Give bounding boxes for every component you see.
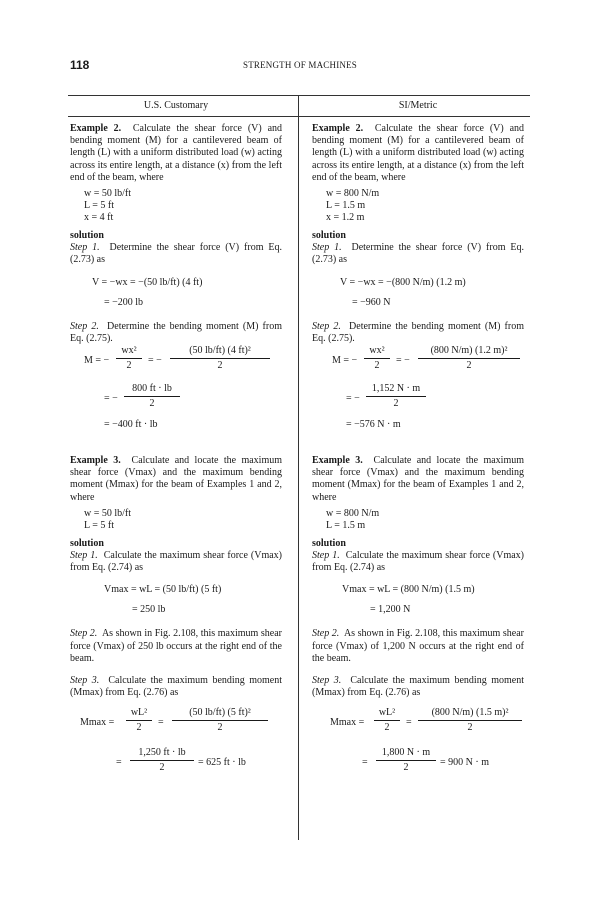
max-moment-mid: = xyxy=(158,717,164,729)
step-3-text: Step 3. Calculate the maximum bending moment (Mmax) from Eq. (2.76) as xyxy=(312,675,525,699)
max-moment-den-2: 2 xyxy=(217,722,223,734)
moment-step-2 xyxy=(312,381,524,415)
max-moment-bar-1 xyxy=(374,720,400,721)
max-moment-step-2 xyxy=(312,745,524,779)
moment-num-2: (800 N/m) (1.2 m)² xyxy=(430,345,508,357)
max-moment-result: = 900 N · m xyxy=(440,757,489,769)
max-moment-den-1: 2 xyxy=(384,722,390,734)
max-moment-den-1: 2 xyxy=(136,722,142,734)
shear-result xyxy=(312,295,524,315)
max-shear-equation xyxy=(312,580,524,602)
max-moment-step-2-bar xyxy=(376,760,436,761)
moment-den-2: 2 xyxy=(217,360,223,372)
example-3-text: Example 3. Calculate and locate the maximum shear force (Vmax) and the maximum bending moment (Mmax) for the beam of Examples 1 and 2, where xyxy=(312,455,525,503)
step-1-text: Step 1. Determine the shear force (V) from Eq. (2.73) as xyxy=(70,242,282,266)
value-w: w = 800 N/m xyxy=(326,507,380,519)
max-moment-num-1: wL² xyxy=(130,707,148,719)
moment-bar-1 xyxy=(364,358,390,359)
max-shear-result-text: = 250 lb xyxy=(132,604,166,616)
moment-step-2-den: 2 xyxy=(393,398,399,410)
example-3-values xyxy=(312,508,524,532)
page-number: 118 xyxy=(70,58,90,72)
example-2-values xyxy=(312,188,524,224)
moment-den-1: 2 xyxy=(374,360,380,372)
max-moment-lhs: Mmax = xyxy=(330,717,365,729)
example-2-text: Example 2. Calculate the shear force (V) and bending moment (M) for a cantilevered beam of length (L) with a uniform distributed load (w) acting across its entire length, at a distance (x) from the left end of the beam, where xyxy=(70,123,283,183)
max-moment-step-2-bar xyxy=(130,760,194,761)
moment-num-1: wx² xyxy=(121,345,137,357)
moment-result xyxy=(312,415,524,437)
moment-bar-1 xyxy=(116,358,142,359)
heading-rule xyxy=(68,116,530,117)
running-title: STRENGTH OF MACHINES xyxy=(242,60,357,70)
max-shear-equation xyxy=(70,580,282,602)
solution-heading: solution xyxy=(312,230,346,242)
max-moment-bar-2 xyxy=(172,720,268,721)
example-3-text: Example 3. Calculate and locate the maximum shear force (Vmax) and the maximum bending moment (Mmax) for the beam of Examples 1 and 2, where xyxy=(70,455,283,503)
moment-lhs: M = − xyxy=(84,355,110,367)
shear-result-text: = −200 lb xyxy=(104,296,144,308)
shear-equation xyxy=(70,273,282,295)
moment-step-2-bar xyxy=(124,396,180,397)
column-divider xyxy=(298,95,299,840)
moment-step-2-den: 2 xyxy=(149,398,155,410)
max-moment-bar-2 xyxy=(418,720,522,721)
step-2-text: Step 2. As shown in Fig. 2.108, this maximum shear force (Vmax) of 1,200 N occurs at the right end of the beam. xyxy=(312,628,524,664)
solution-heading: solution xyxy=(70,537,104,549)
shear-result xyxy=(70,295,282,315)
moment-mid: = − xyxy=(396,355,410,367)
moment-step-2-pre: = − xyxy=(346,393,360,405)
step-1-text: Step 1. Calculate the maximum shear force (Vmax) from Eq. (2.74) as xyxy=(70,550,283,574)
moment-result-text: = −400 ft · lb xyxy=(104,419,158,431)
example-2-text: Example 2. Calculate the shear force (V) and bending moment (M) for a cantilevered beam of length (L) with a uniform distributed load (w) acting across its entire length, at a distance (x) from the left end of the beam, where xyxy=(312,123,525,183)
solution-heading: solution xyxy=(70,230,104,242)
moment-step-2-bar xyxy=(366,396,426,397)
moment-step-2 xyxy=(70,381,282,415)
max-moment-lhs: Mmax = xyxy=(80,717,115,729)
moment-lhs: M = − xyxy=(332,355,358,367)
step-3-text: Step 3. Calculate the maximum bending moment (Mmax) from Eq. (2.76) as xyxy=(70,675,283,699)
max-moment-den-2: 2 xyxy=(467,722,473,734)
max-moment-equation xyxy=(70,707,282,739)
moment-result-text: = −576 N · m xyxy=(346,419,401,431)
max-shear-result xyxy=(312,602,524,622)
max-moment-step-2-num: 1,250 ft · lb xyxy=(138,747,186,759)
max-shear-equation-text: Vmax = wL = (800 N/m) (1.5 m) xyxy=(342,584,475,596)
si-metric-heading: SI/Metric xyxy=(398,100,438,111)
value-x: x = 1.2 m xyxy=(326,212,365,224)
moment-num-1: wx² xyxy=(369,345,385,357)
value-x: x = 4 ft xyxy=(84,212,114,224)
shear-result-text: = −960 N xyxy=(352,296,391,308)
value-w: w = 800 N/m xyxy=(326,188,380,200)
moment-den-1: 2 xyxy=(126,360,132,372)
max-moment-num-2: (50 lb/ft) (5 ft)² xyxy=(189,707,251,719)
moment-equation xyxy=(70,345,282,377)
moment-num-2: (50 lb/ft) (4 ft)² xyxy=(189,345,251,357)
moment-step-2-pre: = − xyxy=(104,393,118,405)
moment-step-2-num: 1,152 N · m xyxy=(371,383,421,395)
max-shear-equation-text: Vmax = wL = (50 lb/ft) (5 ft) xyxy=(104,584,222,596)
max-moment-step-2-den: 2 xyxy=(159,762,165,774)
us-customary-column xyxy=(70,123,282,779)
max-moment-step-2-pre: = xyxy=(362,757,368,769)
example-3-values xyxy=(70,508,282,532)
max-moment-step-2-pre: = xyxy=(116,757,122,769)
step-2-text: Step 2. As shown in Fig. 2.108, this maximum shear force (Vmax) of 250 lb occurs at the right end of the beam. xyxy=(70,628,282,664)
value-w: w = 50 lb/ft xyxy=(84,188,132,200)
si-metric-column xyxy=(312,123,524,779)
value-L: L = 5 ft xyxy=(84,200,114,212)
moment-step-2-num: 800 ft · lb xyxy=(132,383,172,395)
step-2-text: Step 2. Determine the bending moment (M) from Eq. (2.75). xyxy=(70,320,282,344)
max-moment-num-2: (800 N/m) (1.5 m)² xyxy=(431,707,509,719)
shear-equation xyxy=(312,273,524,295)
max-moment-equation xyxy=(312,707,524,739)
value-L: L = 5 ft xyxy=(84,519,114,531)
shear-equation-text: V = −wx = −(50 lb/ft) (4 ft) xyxy=(92,276,203,288)
value-w: w = 50 lb/ft xyxy=(84,507,132,519)
value-L: L = 1.5 m xyxy=(326,519,366,531)
max-moment-bar-1 xyxy=(126,720,152,721)
max-moment-step-2-num: 1,800 N · m xyxy=(381,747,431,759)
max-shear-result xyxy=(70,602,282,622)
moment-equation xyxy=(312,345,524,377)
us-customary-heading: U.S. Customary xyxy=(143,100,209,111)
moment-den-2: 2 xyxy=(466,360,472,372)
solution-heading: solution xyxy=(312,537,346,549)
moment-mid: = − xyxy=(148,355,162,367)
step-2-text: Step 2. Determine the bending moment (M) from Eq. (2.75). xyxy=(312,320,524,344)
max-moment-result: = 625 ft · lb xyxy=(198,757,246,769)
moment-bar-2 xyxy=(418,358,520,359)
max-moment-num-1: wL² xyxy=(378,707,396,719)
example-2-values xyxy=(70,188,282,224)
max-moment-mid: = xyxy=(406,717,412,729)
moment-result xyxy=(70,415,282,437)
max-shear-result-text: = 1,200 N xyxy=(370,604,411,616)
step-1-text: Step 1. Calculate the maximum shear force (Vmax) from Eq. (2.74) as xyxy=(312,550,525,574)
max-moment-step-2 xyxy=(70,745,282,779)
top-rule xyxy=(68,95,530,96)
step-1-text: Step 1. Determine the shear force (V) from Eq. (2.73) as xyxy=(312,242,524,266)
shear-equation-text: V = −wx = −(800 N/m) (1.2 m) xyxy=(340,276,466,288)
max-moment-step-2-den: 2 xyxy=(403,762,409,774)
value-L: L = 1.5 m xyxy=(326,200,366,212)
moment-bar-2 xyxy=(170,358,270,359)
